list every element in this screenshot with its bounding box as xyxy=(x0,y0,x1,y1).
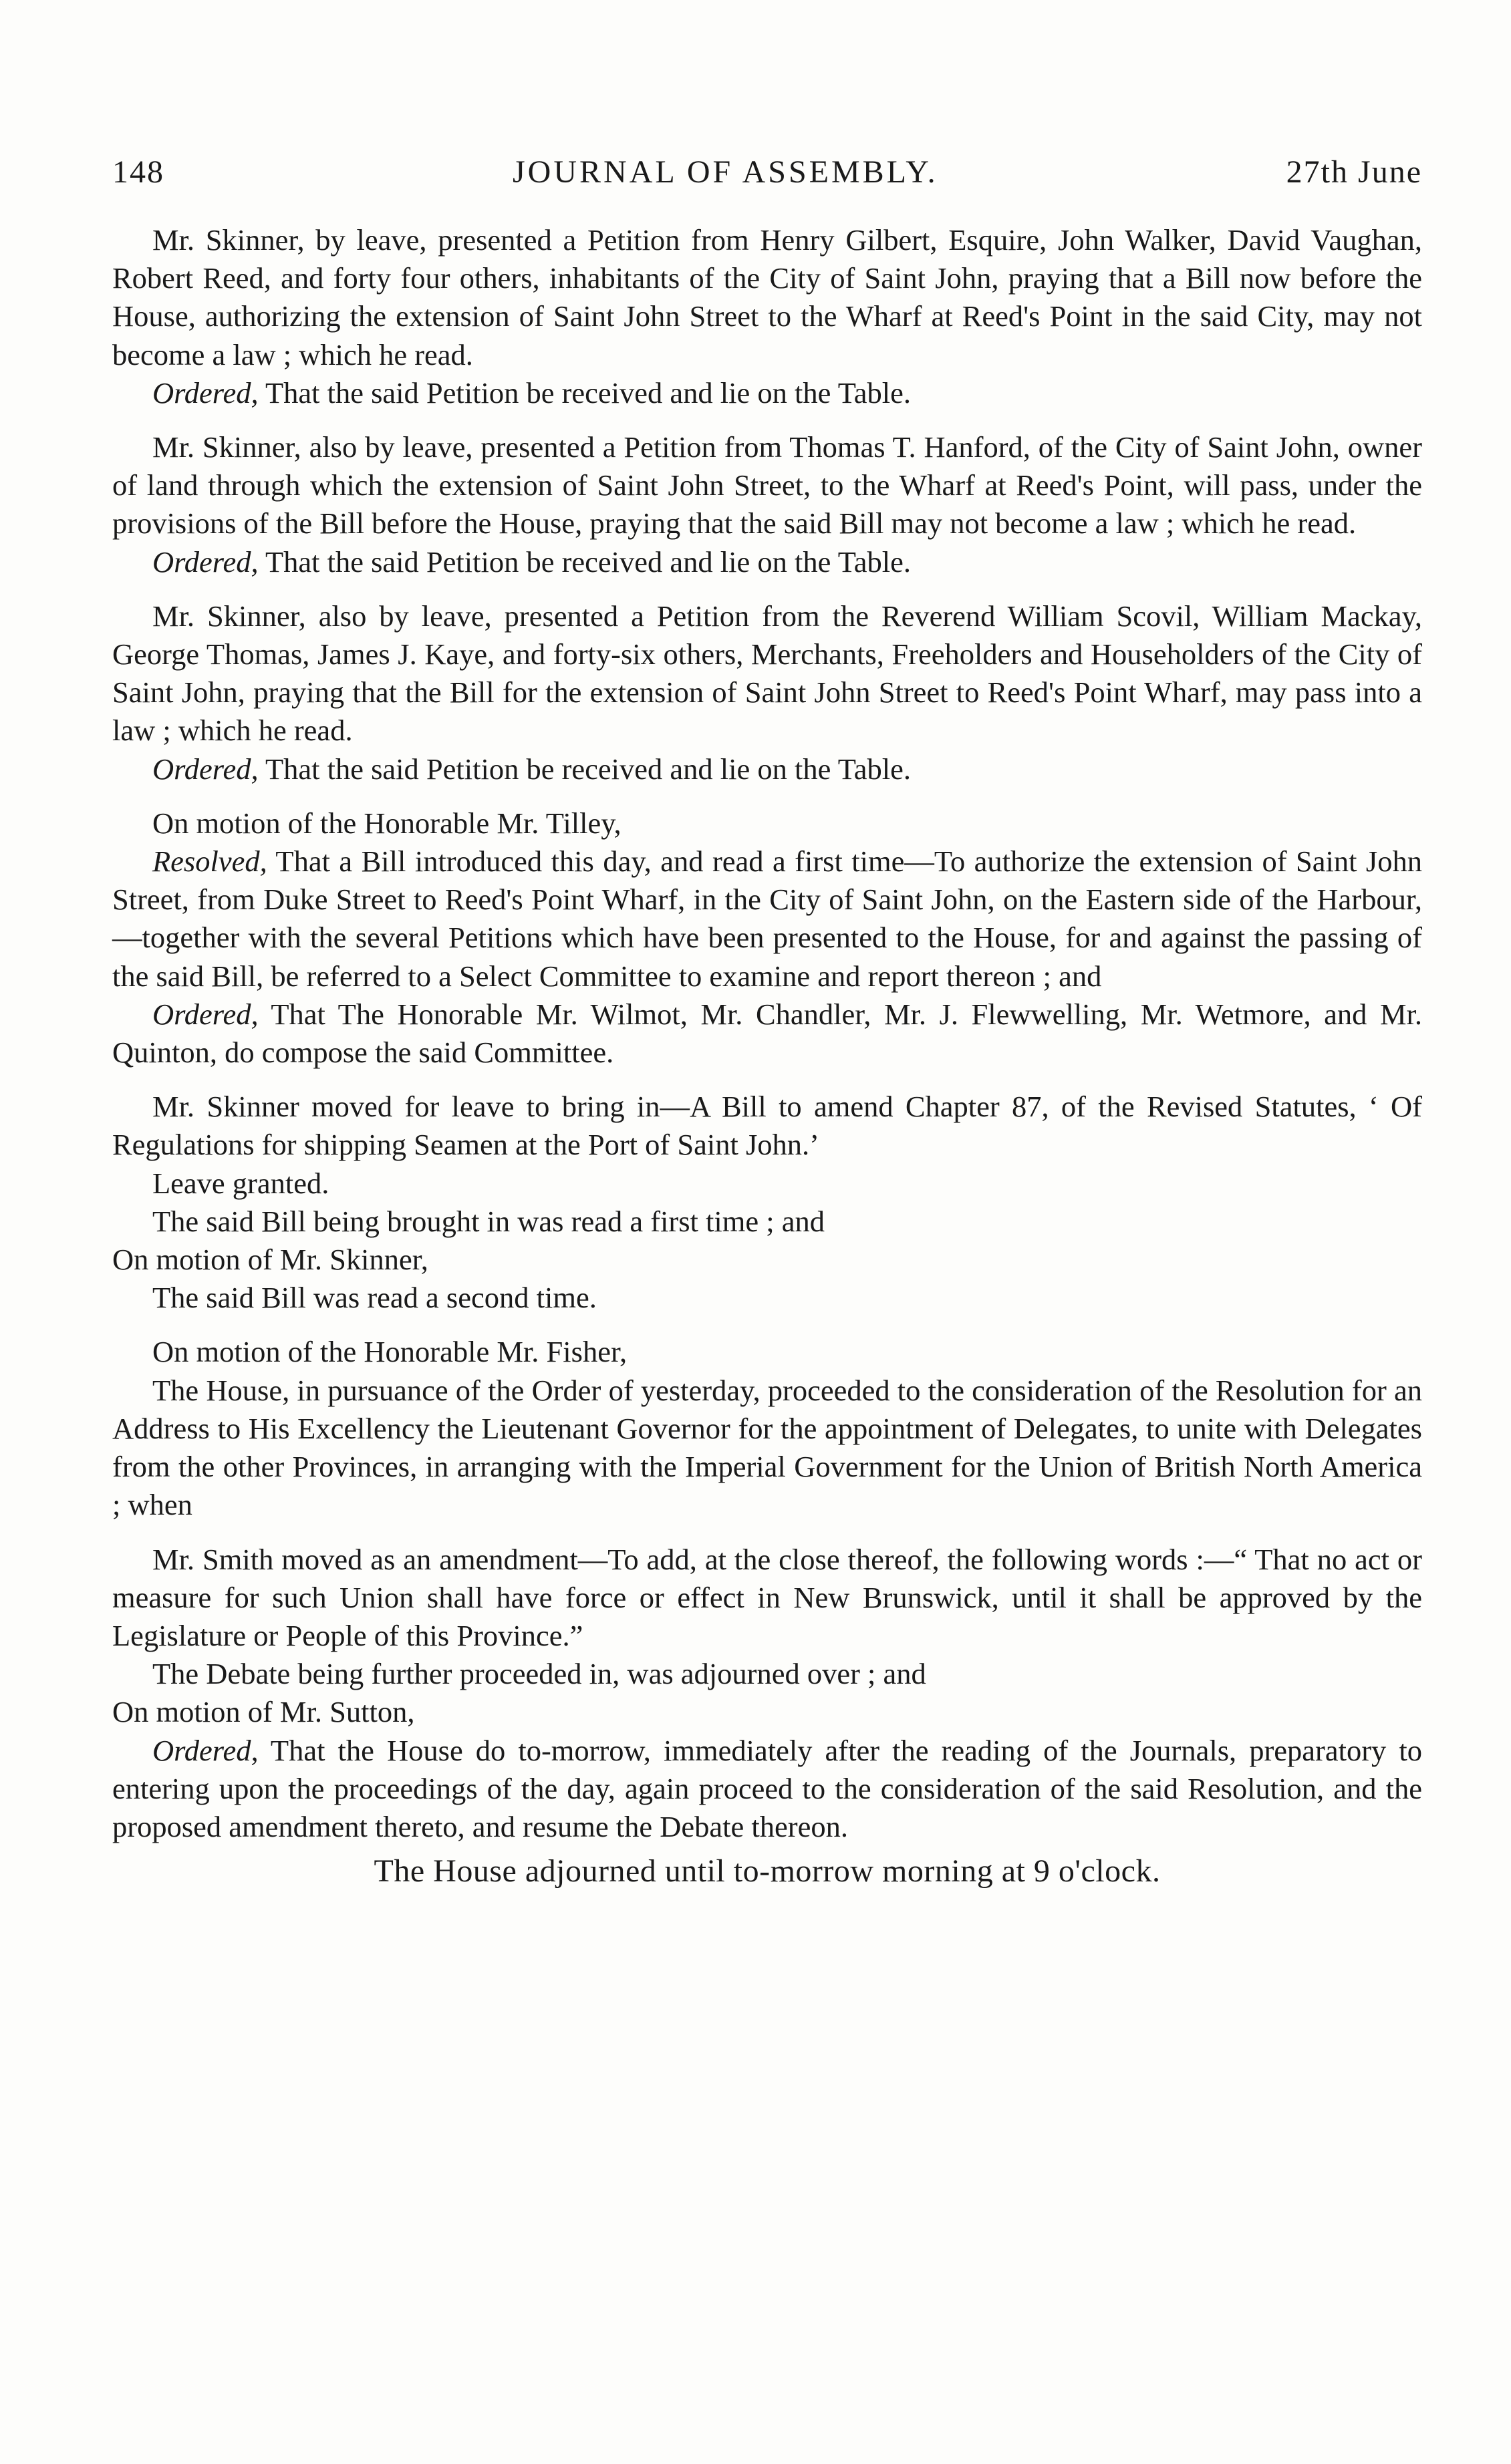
ordered-text: That The Honorable Mr. Wilmot, Mr. Chandler, Mr. J. Flewwelling, Mr. Wetmore, and Mr. Quinton, do compose the said Committee. xyxy=(112,997,1422,1070)
page-header xyxy=(112,154,1422,190)
ordered-text: That the said Petition be received and lie on the Table. xyxy=(265,375,912,410)
ordered-label: Ordered, xyxy=(152,1733,259,1767)
ordered-label: Ordered, xyxy=(152,997,259,1031)
house-adjourned: The House adjourned until to-morrow morning at 9 o'clock. xyxy=(374,1853,1161,1889)
union-resolution: The House, in pursuance of the Order of yesterday, proceeded to the consideration of the Resolution for an Address to His Excellency the Lieutenant Governor for the appointment of Delegates, to unite with Delegates from the other Provinces, in arranging with the Imperial Government for the Union of British North America ; when xyxy=(112,1373,1422,1522)
second-reading: The said Bill was read a second time. xyxy=(152,1281,597,1315)
petition-gilbert xyxy=(112,221,1422,412)
resolved-text: That a Bill introduced this day, and read a first time—To authorize the extension of Saint John Street, from Duke Street to Reed's Point Wharf, in the City of Saint John, on the Eastern side of the Harbour,—together with the several Petitions which have been presented to the House, for and against the passing of the said Bill, be referred to a Select Committee to examine and report thereon ; and xyxy=(112,844,1422,993)
debate-adjourned: The Debate being further proceeded in, was adjourned over ; and xyxy=(152,1657,926,1691)
ordered-resume-debate xyxy=(112,1732,1422,1847)
ordered-text: That the House do to-morrow, immediately after the reading of the Journals, preparatory to entering upon the proceedings of the day, again proceed to the consideration of the said Resolution, and the proposed amendment thereto, and resume the Debate thereon. xyxy=(112,1733,1422,1843)
petition-hanford-text: Mr. Skinner, also by leave, presented a Petition from Thomas T. Hanford, of the City of Saint John, owner of land through which the extension of Saint John Street, to the Wharf at Reed's Point, will pass, under the provisions of the Bill before the House, praying that the said Bill may not become a law ; which he read. xyxy=(112,430,1422,541)
first-reading: The said Bill being brought in was read a first time ; and xyxy=(152,1204,825,1238)
motion-sutton: On motion of Mr. Sutton, xyxy=(112,1695,415,1729)
bill-seamen: Mr. Skinner moved for leave to bring in—A Bill to amend Chapter 87, of the Revised Statutes, ‘ Of Regulations for shipping Seamen at the Port of Saint John.’ xyxy=(112,1090,1422,1162)
ordered-committee xyxy=(112,995,1422,1072)
page-number: 148 xyxy=(112,154,164,190)
smith-amendment: Mr. Smith moved as an amendment—To add, at the close thereof, the following words :—“ That no act or measure for such Union shall have force or effect in New Brunswick, until it shall be approved by the Legislature or People of this Province.” xyxy=(112,1542,1422,1652)
motion-skinner: On motion of Mr. Skinner, xyxy=(112,1243,428,1277)
ordered-text: That the said Petition be received and lie on the Table. xyxy=(265,545,912,579)
motion-tilley: On motion of the Honorable Mr. Tilley, xyxy=(152,806,622,840)
petition-scovil xyxy=(112,597,1422,788)
ordered-label: Ordered, xyxy=(152,752,259,786)
motion-fisher: On motion of the Honorable Mr. Fisher, xyxy=(152,1335,628,1369)
ordered-text: That the said Petition be received and lie on the Table. xyxy=(265,752,912,786)
petition-scovil-text: Mr. Skinner, also by leave, presented a Petition from the Reverend William Scovil, William Mackay, George Thomas, James J. Kaye, and forty-six others, Merchants, Freeholders and Householders of the City of Saint John, praying that the Bill for the extension of Saint John Street to Reed's Point Wharf, may pass into a law ; which he read. xyxy=(112,599,1422,748)
ordered-label: Ordered, xyxy=(152,545,259,579)
resolved-select-committee xyxy=(112,842,1422,995)
petition-gilbert-text: Mr. Skinner, by leave, presented a Petition from Henry Gilbert, Esquire, John Walker, David Vaughan, Robert Reed, and forty four others, inhabitants of the City of Saint John, praying that a Bill now before the House, authorizing the extension of Saint John Street to the Wharf at Reed's Point in the said City, may not become a law ; which he read. xyxy=(112,223,1422,371)
ordered-label: Ordered, xyxy=(152,375,259,410)
journal-page xyxy=(112,154,1422,1923)
journal-title: JOURNAL OF ASSEMBLY. xyxy=(513,154,938,190)
petition-hanford xyxy=(112,428,1422,581)
header-date: 27th June xyxy=(1286,154,1422,190)
resolved-label: Resolved, xyxy=(152,844,267,879)
leave-granted: Leave granted. xyxy=(152,1166,329,1200)
